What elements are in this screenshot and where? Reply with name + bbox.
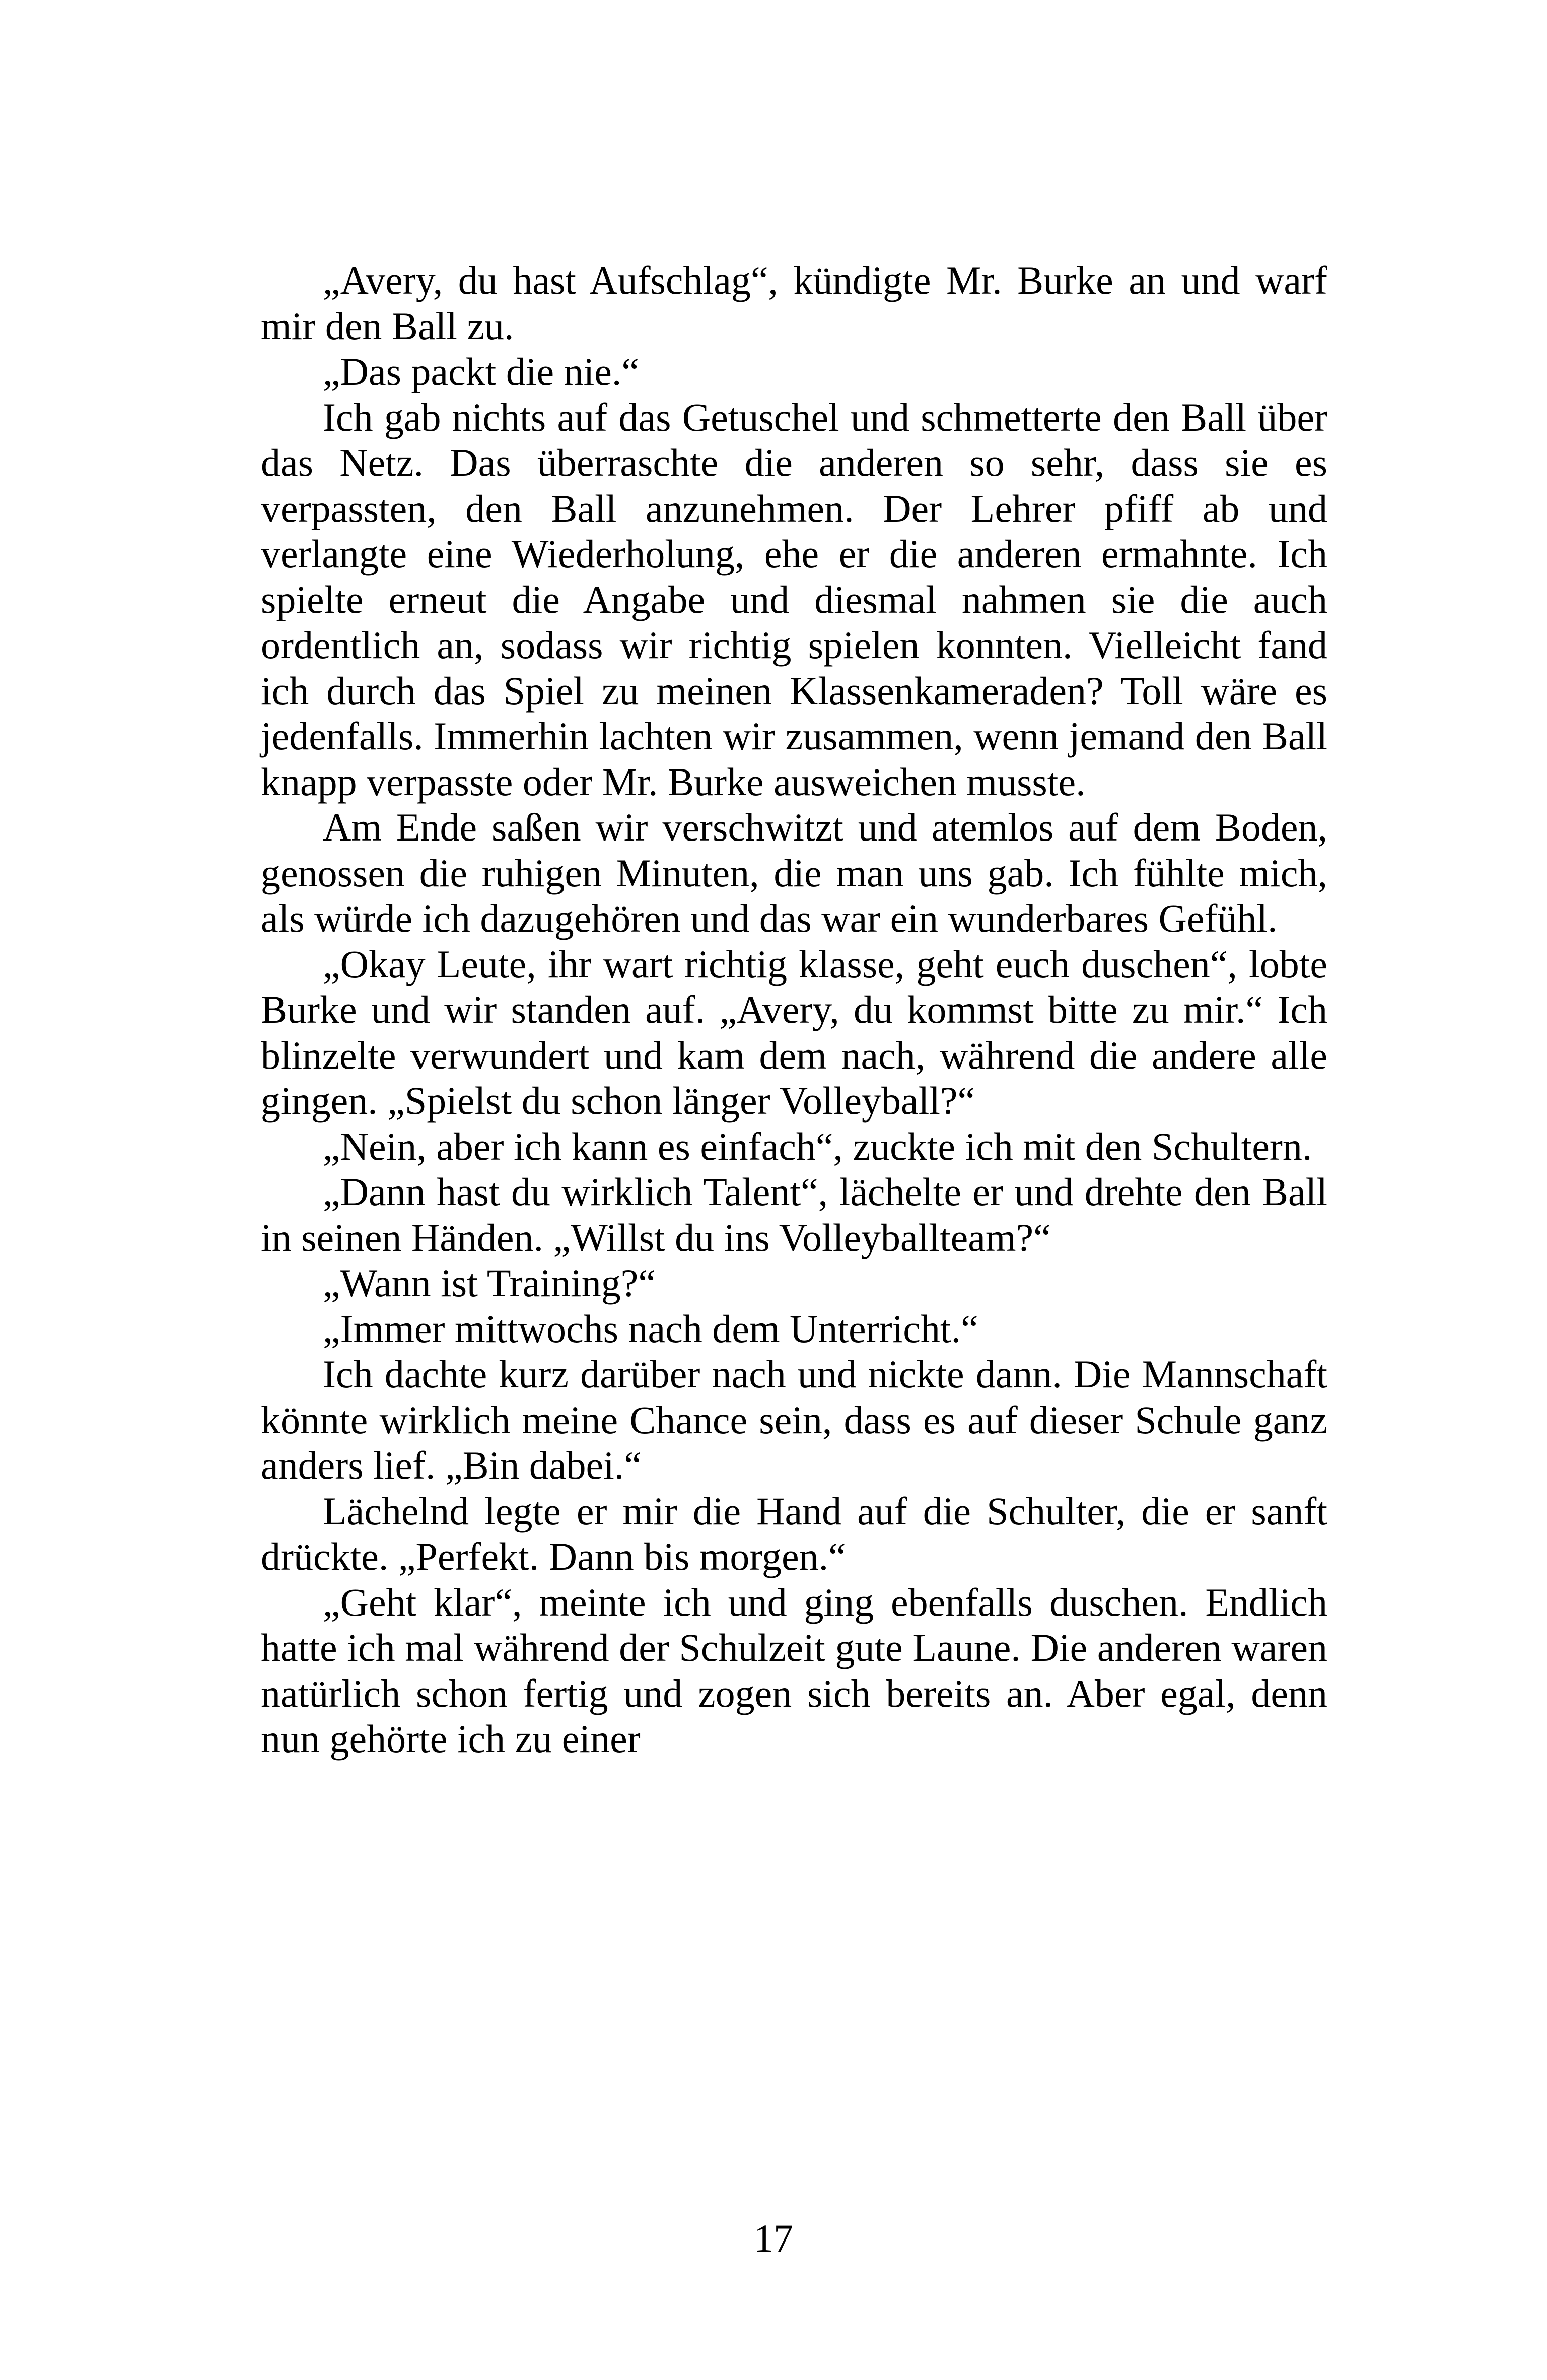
paragraph: „Immer mittwochs nach dem Unterricht.“ [323, 1306, 978, 1351]
paragraph: „Avery, du hast Aufschlag“, kündigte Mr. Burke an und warf mir den Ball zu. [261, 258, 1327, 348]
paragraph: „Das packt die nie.“ [323, 349, 640, 393]
paragraph: Am Ende saßen wir verschwitzt und atemlos auf dem Boden, genossen die ruhigen Minuten, die man uns gab. Ich fühlte mich, als würde ich dazugehören und das war ein wunderbares Gefühl. [261, 805, 1327, 940]
paragraph: Lächelnd legte er mir die Hand auf die Schulter, die er sanft drückte. „Perfekt. Dann bis morgen.“ [261, 1489, 1327, 1578]
paragraph: „Wann ist Training?“ [323, 1261, 656, 1305]
paragraph: „Okay Leute, ihr wart richtig klasse, geht euch duschen“, lobte Burke und wir standen auf. „Avery, du kommst bitte zu mir.“ Ich blinzelte verwundert und kam dem nach, während die andere alle gingen. „Spielst du schon länger Volleyball?“ [261, 942, 1327, 1123]
page-number: 17 [754, 2216, 793, 2260]
paragraph: „Dann hast du wirklich Talent“, lächelte er und drehte den Ball in seinen Händen. „Willst du ins Volleyballteam?“ [261, 1170, 1327, 1259]
paragraph: Ich gab nichts auf das Getuschel und schmetterte den Ball über das Netz. Das überraschte die anderen so sehr, dass sie es verpassten, den Ball anzunehmen. Der Lehrer pfiff ab und verlangte eine Wiederholung, ehe er die anderen ermahnte. Ich spielte erneut die Angabe und diesmal nahmen sie die auch ordentlich an, sodass wir richtig spielen konnten. Vielleicht fand ich durch das Spiel zu meinen Klassenkameraden? Toll wäre es jedenfalls. Immerhin lachten wir zusammen, wenn jemand den Ball knapp verpasste oder Mr. Burke ausweichen musste. [261, 395, 1327, 804]
paragraph: Ich dachte kurz darüber nach und nickte dann. Die Mannschaft könnte wirklich meine Chance sein, dass es auf dieser Schule ganz anders lief. „Bin dabei.“ [261, 1352, 1327, 1487]
body-text [261, 258, 1327, 1762]
paragraph: „Geht klar“, meinte ich und ging ebenfalls duschen. Endlich hatte ich mal während der Schulzeit gute Laune. Die anderen waren natürlich schon fertig und zogen sich bereits an. Aber egal, denn nun gehörte ich zu einer [261, 1580, 1327, 1761]
paragraph: „Nein, aber ich kann es einfach“, zuckte ich mit den Schultern. [323, 1124, 1312, 1168]
